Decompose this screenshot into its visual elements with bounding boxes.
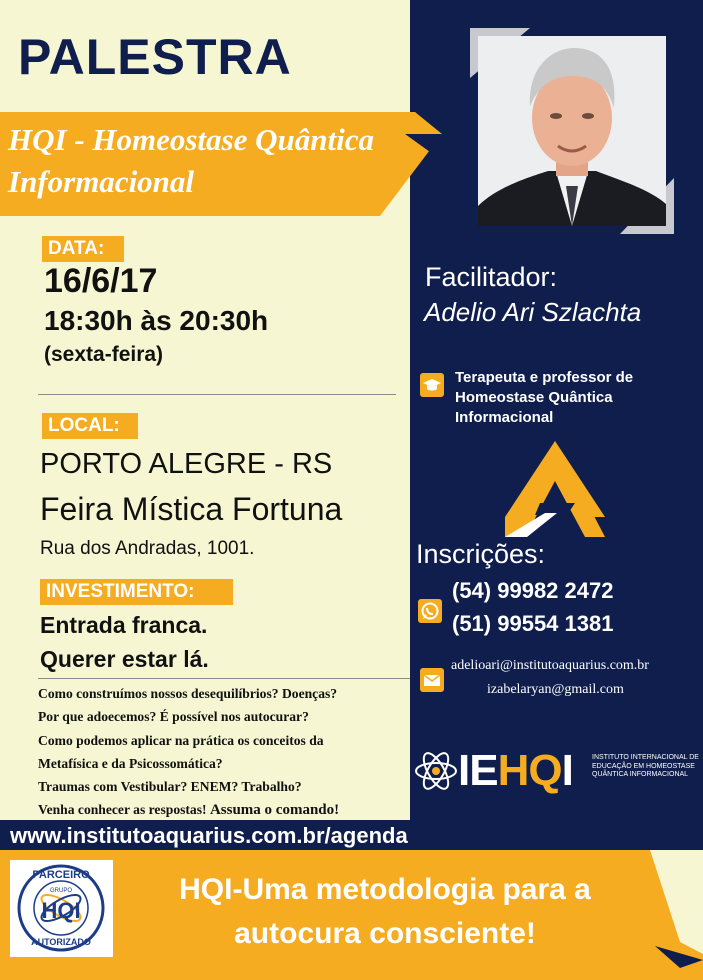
iehqi-logo	[458, 746, 573, 796]
event-venue: Feira Mística Fortuna	[40, 491, 343, 527]
event-price: Entrada franca.	[40, 612, 208, 638]
registration-label: Inscrições:	[416, 539, 546, 569]
website-link[interactable]: www.institutoaquarius.com.br/agenda	[10, 823, 408, 848]
facilitator-label: Facilitador:	[425, 262, 558, 292]
whatsapp-icon	[418, 599, 442, 623]
aquarius-a-logo-icon	[505, 441, 605, 537]
questions-block	[38, 682, 414, 823]
local-label: LOCAL:	[42, 413, 138, 439]
course-title: HQI - Homeostase Quântica Informacional	[8, 122, 374, 199]
event-address: Rua dos Andradas, 1001.	[40, 538, 255, 559]
iehqi-logo-prefix: IE	[458, 746, 498, 795]
badge-grupo-text: GRUPO	[49, 888, 73, 894]
question-line: Como construímos nossos desequilíbrios? Doenças?	[38, 686, 338, 701]
iehqi-logo-hq: HQ	[497, 746, 562, 795]
badge-top-text: PARCEIRO	[32, 869, 90, 881]
event-wish: Querer estar lá.	[40, 646, 209, 672]
event-city: PORTO ALEGRE - RS	[40, 448, 333, 480]
iehqi-description: INSTITUTO INTERNACIONAL DE EDUCAÇÃO EM HOMEOSTASE QUÂNTICA INFORMACIONAL	[592, 754, 699, 778]
question-line: Como podemos aplicar na prática os conceitos da	[38, 732, 324, 748]
question-line: Por que adoecemos? É possível nos autocurar?	[38, 709, 309, 725]
cta-prefix: Venha conhecer as respostas!	[38, 802, 207, 818]
poster-title: PALESTRA	[18, 29, 292, 85]
facilitator-name: Adelio Ari Szlachta	[424, 297, 642, 327]
facilitator-portrait-image	[478, 36, 666, 226]
event-date: 16/6/17	[44, 262, 158, 300]
graduation-cap-icon	[420, 373, 444, 397]
partner-badge-image	[10, 860, 113, 957]
phone-number[interactable]: (54) 99982 2472	[452, 578, 614, 603]
phone-number[interactable]: (51) 99554 1381	[452, 611, 614, 636]
email-address[interactable]: adelioari@institutoaquarius.com.br	[451, 658, 649, 673]
event-weekday: (sexta-feira)	[44, 343, 164, 366]
question-line: Metafísica e da Psicossomática?	[38, 755, 223, 771]
event-time: 18:30h às 20:30h	[44, 305, 269, 336]
envelope-icon	[420, 668, 444, 692]
facilitator-bio: Terapeuta e professor de Homeostase Quântica Informacional	[455, 369, 634, 426]
question-line: Traumas com Vestibular? ENEM? Trabalho?	[38, 779, 302, 795]
cta-strong: Assuma o comando!	[209, 802, 340, 819]
badge-bottom-text: AUTORIZADO	[31, 937, 91, 947]
investment-label: INVESTIMENTO:	[40, 579, 233, 605]
facilitator-photo	[478, 36, 666, 226]
email-address[interactable]: izabelaryan@gmail.com	[487, 682, 624, 697]
divider	[38, 678, 410, 679]
atom-icon	[413, 748, 459, 794]
iehqi-logo-suffix: I	[561, 746, 573, 795]
divider	[38, 394, 396, 395]
slogan: HQI-Uma metodologia para a autocura consciente!	[179, 873, 591, 950]
partner-badge	[10, 860, 113, 957]
date-label: DATA:	[42, 236, 124, 262]
badge-hqi-text: HQI	[41, 898, 81, 923]
